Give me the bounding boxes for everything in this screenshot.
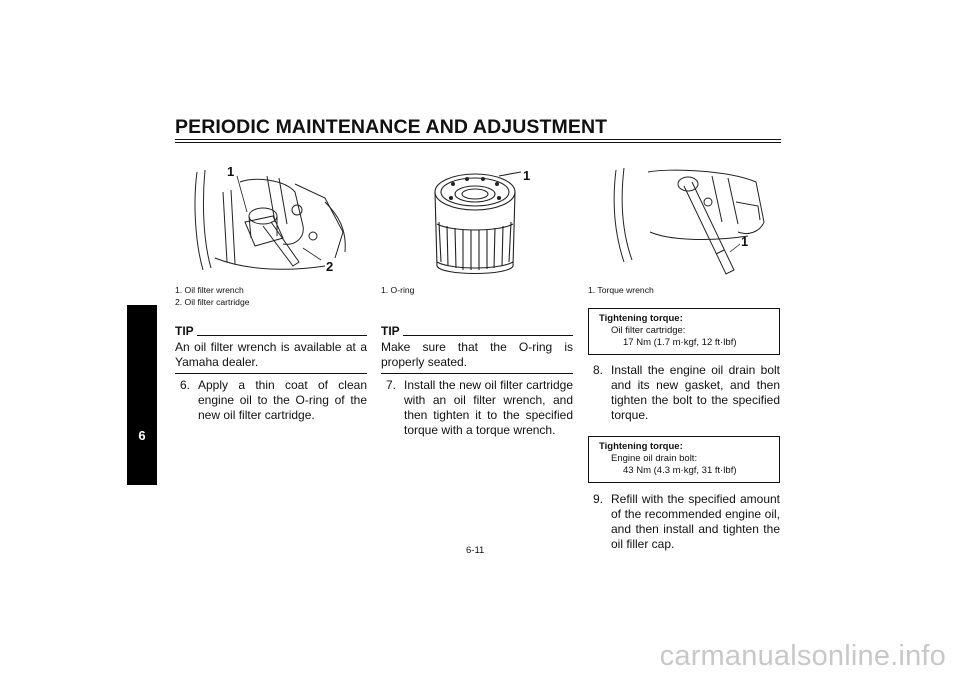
caption-item: 2. Oil filter cartridge	[175, 297, 250, 307]
tip-heading-label: TIP	[175, 324, 194, 338]
step-number: 9.	[593, 492, 604, 506]
figure-oil-filter-cartridge	[381, 162, 573, 280]
torque-spec-box	[588, 308, 780, 355]
torque-item: Engine oil drain bolt:	[611, 453, 698, 464]
torque-spec-box	[588, 436, 780, 483]
torque-value: 17 Nm (1.7 m·kgf, 12 ft·lbf)	[623, 337, 737, 348]
step-item	[588, 492, 780, 552]
callout-1: 1	[523, 168, 531, 183]
page-title: PERIODIC MAINTENANCE AND ADJUSTMENT	[175, 116, 608, 138]
caption-item: 1. Oil filter wrench	[175, 285, 244, 295]
torque-value: 43 Nm (4.3 m·kgf, 31 ft·lbf)	[623, 465, 737, 476]
tip-end-rule	[175, 373, 367, 374]
tip-heading	[381, 324, 573, 338]
step-text: Install the engine oil drain bolt and its new gasket, and then tighten the bolt to the specified torque.	[611, 363, 780, 422]
torque-wrench-illustration	[588, 162, 780, 280]
tip-rule	[403, 335, 573, 336]
step-number: 6.	[180, 378, 191, 392]
watermark: carmanualsonline.info	[659, 640, 946, 672]
oil-filter-wrench-illustration	[175, 162, 367, 280]
tip-heading	[175, 324, 367, 338]
chapter-tab	[127, 305, 157, 485]
step-text: Refill with the specified amount of the recommended engine oil, and then install and tighten the oil filler cap.	[611, 492, 780, 551]
title-rule	[175, 139, 781, 143]
torque-heading: Tightening torque:	[599, 313, 683, 324]
tip-box	[381, 324, 573, 374]
tip-end-rule	[381, 373, 573, 374]
step-text: Apply a thin coat of clean engine oil to the O-ring of the new oil filter cartridge.	[198, 378, 367, 422]
figure-caption	[588, 284, 780, 296]
callout-1: 1	[227, 164, 235, 179]
figure-caption	[175, 284, 367, 308]
step-item	[588, 363, 780, 423]
tip-text: An oil filter wrench is available at a Yamaha dealer.	[175, 340, 367, 369]
step-number: 8.	[593, 363, 604, 377]
tip-heading-label: TIP	[381, 324, 400, 338]
column-oil-filter-removal	[175, 162, 367, 423]
oil-filter-cartridge-illustration	[381, 162, 573, 280]
chapter-number: 6	[138, 428, 146, 443]
step-text: Install the new oil filter cartridge with an oil filter wrench, and then tighten it to the specified torque with a torque wrench.	[404, 378, 573, 437]
figure-oil-filter-wrench	[175, 162, 367, 280]
torque-heading: Tightening torque:	[599, 441, 683, 452]
tip-text: Make sure that the O-ring is properly seated.	[381, 340, 573, 369]
tip-rule	[197, 335, 367, 336]
callout-1: 1	[741, 234, 749, 249]
column-torque	[588, 162, 780, 552]
step-item	[175, 378, 367, 423]
callout-2: 2	[326, 259, 334, 274]
column-o-ring	[381, 162, 573, 438]
caption-item: 1. Torque wrench	[588, 285, 654, 295]
page-number: 6-11	[466, 545, 485, 556]
torque-item: Oil filter cartridge:	[611, 325, 686, 336]
figure-caption	[381, 284, 573, 296]
caption-item: 1. O-ring	[381, 285, 415, 295]
figure-torque-wrench	[588, 162, 780, 280]
step-number: 7.	[386, 378, 397, 392]
step-item	[381, 378, 573, 438]
tip-box	[175, 324, 367, 374]
